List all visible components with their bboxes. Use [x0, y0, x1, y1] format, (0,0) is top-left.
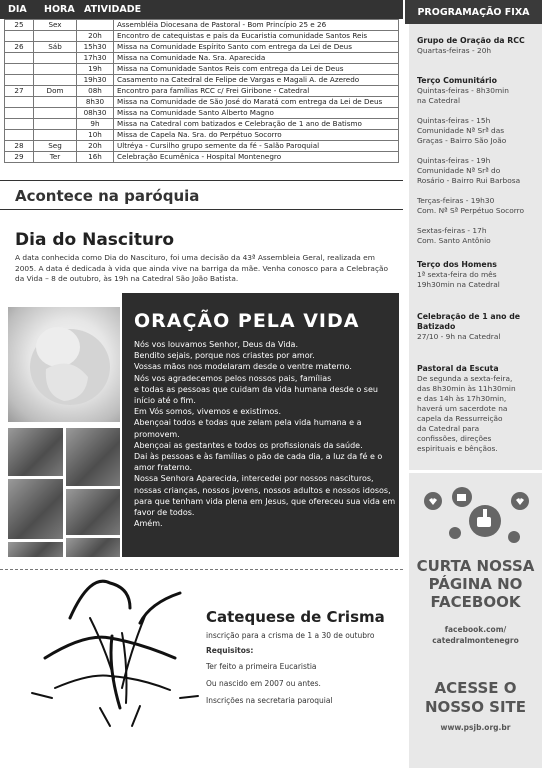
table-cell-hora: 10h: [77, 130, 114, 141]
table-row: [5, 152, 399, 163]
facebook-url[interactable]: facebook.com/: [444, 625, 507, 634]
table-cell-atividade: Missa na Comunidade Espírito Santo com entrega da Lei de Deus: [114, 42, 399, 53]
prayer-line: Abençoai as gestantes e todos os profissionais da saúde.: [134, 440, 363, 450]
sidebar-block-line: Com. Nª Sª Perpétuo Socorro: [417, 206, 525, 215]
crisma-requirements-label: Requisitos:: [206, 646, 254, 655]
sidebar-block-title: Celebração de 1 ano de Batizado: [417, 312, 521, 331]
family-photo: [66, 428, 120, 486]
crisma-item: Ou nascido em 2007 ou antes.: [206, 679, 321, 688]
table-cell-hora: [77, 20, 114, 31]
table-cell-atividade: Casamento na Catedral de Felipe de Vargas e Magali A. de Azeredo: [114, 75, 399, 86]
sidebar-block-line: da Catedral para: [417, 424, 480, 433]
table-cell-dia: [5, 53, 34, 64]
table-cell-dia: [5, 64, 34, 75]
table-cell-atividade: Missa na Comunidade de São José do Maratá com entrega da Lei de Deus: [114, 97, 399, 108]
facebook-url[interactable]: catedralmontenegro: [432, 636, 519, 645]
facebook-cta-line: FACEBOOK: [430, 593, 521, 611]
crisma-title: Catequese de Crisma: [206, 608, 385, 626]
table-cell-dow: [34, 31, 77, 42]
sidebar-block-line: confissões, direções: [417, 434, 492, 443]
like-icon: [421, 479, 533, 551]
table-cell-hora: 17h30: [77, 53, 114, 64]
schedule-header: [0, 0, 403, 19]
table-cell-dow: [34, 97, 77, 108]
table-cell-hora: 16h: [77, 152, 114, 163]
prayer-line: Nossa Senhora Aparecida, intercedei por nossos nascituros, nossas crianças, nossos jovens, nossos adultos e nossos idosos, para que tenham vida plena em Jesus, que ofereceu sua vida em favor de todos.: [134, 474, 396, 518]
sidebar-block-title: Terço dos Homens: [417, 260, 497, 269]
table-cell-dow: Dom: [34, 86, 77, 97]
schedule-table: [0, 0, 403, 163]
table-cell-atividade: Celebração Ecumênica - Hospital Montenegro: [114, 152, 399, 163]
sidebar-block-line: das 8h30min às 11h30min: [417, 384, 516, 393]
table-cell-dia: 28: [5, 141, 34, 152]
sidebar-block: [417, 36, 542, 56]
sidebar-block-line: Com. Santo Antônio: [417, 236, 491, 245]
table-cell-hora: 19h30: [77, 75, 114, 86]
family-photo: [8, 542, 63, 557]
table-cell-atividade: Encontro para famílias RCC c/ Frei Giribone - Catedral: [114, 86, 399, 97]
sidebar-block: [417, 260, 542, 290]
table-row: [5, 130, 399, 141]
table-cell-dia: [5, 75, 34, 86]
sidebar-header: PROGRAMAÇÃO FIXA: [405, 0, 542, 24]
prayer-line: Abençoai todos e todas que zelam pela vida humana e a promovem.: [134, 418, 362, 439]
table-cell-hora: 9h: [77, 119, 114, 130]
table-cell-dia: [5, 31, 34, 42]
sidebar-block-line: espirituais e bênçãos.: [417, 444, 498, 453]
table-cell-dow: [34, 53, 77, 64]
crisma-item: Ter feito a primeira Eucaristia: [206, 662, 317, 671]
sidebar-block-line: Rosário - Bairro Rui Barbosa: [417, 176, 521, 185]
prayer-text: [134, 339, 396, 529]
sidebar-block-line: Quintas-feiras - 8h30min: [417, 86, 509, 95]
sidebar-block-line: [417, 146, 542, 156]
divider: [0, 209, 403, 210]
sidebar-block-line: Comunidade Nª Srª das: [417, 126, 505, 135]
schedule-body: [4, 19, 399, 163]
prayer-title: ORAÇÃO PELA VIDA: [134, 310, 360, 332]
sidebar-block: [417, 364, 542, 454]
family-photo: [66, 489, 120, 535]
dashed-divider: [0, 569, 403, 570]
table-cell-hora: 08h30: [77, 108, 114, 119]
prayer-line: Nós vos agradecemos pelos nossos pais, famílias: [134, 373, 332, 383]
table-row: [5, 64, 399, 75]
table-cell-dow: [34, 64, 77, 75]
crisma-subtitle: inscrição para a crisma de 1 a 30 de outubro: [206, 631, 375, 640]
table-row: [5, 97, 399, 108]
table-row: [5, 53, 399, 64]
prayer-line: Dai às pessoas e às famílias o pão de cada dia, a luz da fé e o amor fraterno.: [134, 452, 383, 473]
table-cell-dia: [5, 108, 34, 119]
col-dia: DIA: [8, 4, 27, 15]
table-cell-dia: 26: [5, 42, 34, 53]
table-cell-dow: Sex: [34, 20, 77, 31]
table-cell-dow: [34, 75, 77, 86]
table-cell-hora: 08h: [77, 86, 114, 97]
facebook-cta-line: PÁGINA NO: [428, 575, 523, 593]
nascituro-title: Dia do Nascituro: [15, 230, 175, 250]
table-cell-dow: [34, 108, 77, 119]
sidebar-block-line: Quintas-feiras - 15h: [417, 116, 491, 125]
table-cell-dia: [5, 119, 34, 130]
site-url[interactable]: www.psjb.org.br: [440, 723, 511, 732]
table-cell-dow: Sáb: [34, 42, 77, 53]
table-cell-dia: [5, 130, 34, 141]
sidebar-block-line: [417, 186, 542, 196]
table-row: [5, 20, 399, 31]
table-cell-atividade: Missa na Catedral com batizados e Celebração de 1 ano de Batismo: [114, 119, 399, 130]
table-row: [5, 108, 399, 119]
table-cell-dow: Ter: [34, 152, 77, 163]
prayer-line: Em Vós somos, vivemos e existimos.: [134, 407, 281, 417]
prayer-line: Vossas mãos nos modelaram desde o ventre materno.: [134, 362, 352, 372]
facebook-cta-line: CURTA NOSSA: [416, 557, 535, 575]
prayer-line: Nós vos louvamos Senhor, Deus da Vida.: [134, 340, 298, 349]
site-cta-line: NOSSO SITE: [424, 698, 527, 716]
table-cell-dow: [34, 130, 77, 141]
table-cell-hora: 15h30: [77, 42, 114, 53]
table-cell-atividade: Missa de Capela Na. Sra. do Perpétuo Socorro: [114, 130, 399, 141]
sidebar-block: [417, 76, 542, 246]
sidebar-block-line: e das 14h às 17h30min,: [417, 394, 507, 403]
sidebar-block-line: capela da Ressurreição: [417, 414, 503, 423]
table-cell-hora: 19h: [77, 64, 114, 75]
sidebar-block-title: Grupo de Oração da RCC: [417, 36, 525, 45]
sidebar-block-line: na Catedral: [417, 96, 461, 105]
table-row: [5, 75, 399, 86]
table-row: [5, 42, 399, 53]
table-cell-dow: Seg: [34, 141, 77, 152]
sidebar-block-line: [417, 216, 542, 226]
col-hora: HORA: [44, 4, 75, 15]
prayer-box: [122, 293, 399, 557]
sidebar-block-line: 1ª sexta-feira do mês: [417, 270, 497, 279]
nascituro-text: A data conhecida como Dia do Nascituro, foi uma decisão da 43ª Assembleia Geral, realizada em 2005. A data é dedicada à vida que ainda vive na barriga da mãe. Venha conosco para a Celebração da Vida – 8 de outubro, às 19h na Catedral São João Batista.: [15, 253, 389, 283]
sidebar-block-title: Pastoral da Escuta: [417, 364, 499, 373]
table-cell-hora: 20h: [77, 141, 114, 152]
prayer-line: Amém.: [134, 519, 163, 529]
prayer-line: e todas as pessoas que cuidam da vida humana desde o seu início até o fim.: [134, 384, 378, 406]
sidebar-block-line: Terças-feiras - 19h30: [417, 196, 495, 205]
family-photo: [8, 428, 63, 476]
facebook-promo: [409, 473, 542, 768]
table-cell-atividade: Missa na Comunidade Santos Reis com entrega da Lei de Deus: [114, 64, 399, 75]
table-cell-atividade: Encontro de catequistas e pais da Eucaristia comunidade Santos Reis: [114, 31, 399, 42]
table-cell-dia: 29: [5, 152, 34, 163]
table-row: [5, 119, 399, 130]
divider: [0, 180, 403, 181]
sidebar-block-line: Graças - Bairro São João: [417, 136, 507, 145]
sidebar-block-line: 19h30min na Catedral: [417, 280, 500, 289]
sidebar-block-line: 27/10 - 9h na Catedral: [417, 332, 501, 341]
sidebar-block-line: haverá um sacerdote na: [417, 404, 508, 413]
table-row: [5, 141, 399, 152]
table-cell-dia: [5, 97, 34, 108]
table-cell-hora: 20h: [77, 31, 114, 42]
table-cell-atividade: Ultréya - Cursilho grupo semente da fé - Salão Paroquial: [114, 141, 399, 152]
table-row: [5, 31, 399, 42]
site-cta-line: ACESSE O: [434, 679, 517, 697]
table-cell-atividade: Missa na Comunidade Santo Alberto Magno: [114, 108, 399, 119]
section-title: Acontece na paróquia: [15, 187, 200, 205]
sidebar-block-line: Comunidade Nª Srª do: [417, 166, 501, 175]
table-cell-dow: [34, 119, 77, 130]
dove-icon: [30, 578, 200, 743]
table-cell-dia: 25: [5, 20, 34, 31]
prayer-line: Bendito sejais, porque nos criastes por amor.: [134, 351, 315, 361]
sidebar-block-line: Sextas-feiras - 17h: [417, 226, 487, 235]
family-photo: [66, 538, 120, 557]
crisma-item: Inscrições na secretaria paroquial: [206, 696, 333, 705]
sidebar-block-line: [417, 106, 542, 116]
table-row: [5, 86, 399, 97]
table-cell-atividade: Assembléia Diocesana de Pastoral - Bom Princípio 25 e 26: [114, 20, 399, 31]
baby-photo: [8, 307, 120, 422]
sidebar-block-title: Terço Comunitário: [417, 76, 497, 85]
table-cell-dia: 27: [5, 86, 34, 97]
sidebar-block: [417, 312, 527, 342]
sidebar-fixed-schedule: [409, 24, 542, 470]
sidebar-block-line: De segunda a sexta-feira,: [417, 374, 513, 383]
family-photo: [8, 479, 63, 539]
col-atividade: ATIVIDADE: [84, 4, 142, 15]
table-cell-atividade: Missa na Comunidade Na. Sra. Aparecida: [114, 53, 399, 64]
sidebar-block-line: Quartas-feiras - 20h: [417, 46, 492, 55]
table-cell-hora: 8h30: [77, 97, 114, 108]
sidebar-block-line: Quintas-feiras - 19h: [417, 156, 491, 165]
